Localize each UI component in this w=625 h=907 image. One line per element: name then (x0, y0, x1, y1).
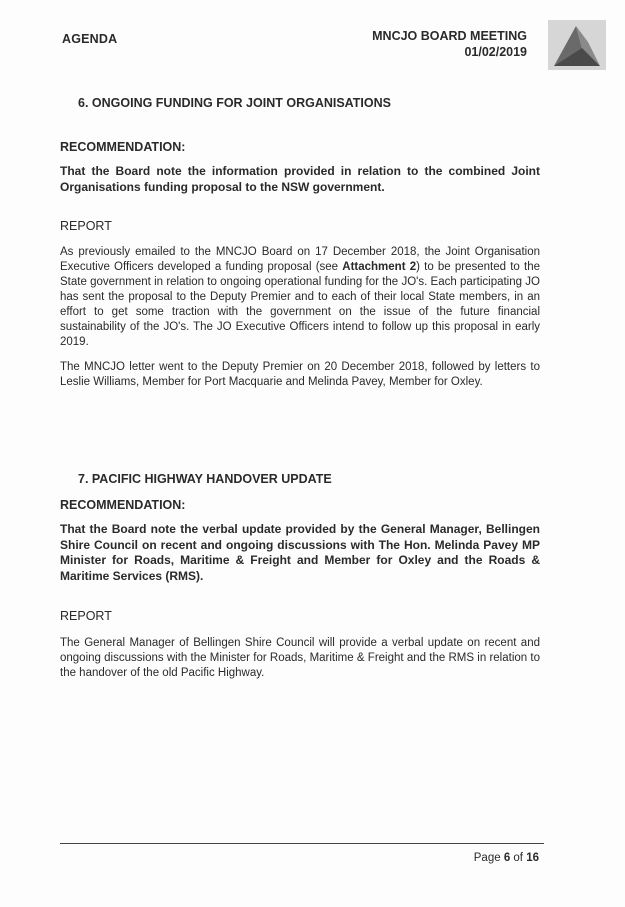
section7-recommendation-text: That the Board note the verbal update provided by the General Manager, Bellingen Shire Council on recent and ongoing discussions with The Hon. Melinda Pavey MP Minister for Roads, Maritime & Freight and Member for Oxley and the Roads & Maritime Services (RMS). (60, 522, 540, 583)
header-meeting (372, 28, 527, 60)
section6-report-para1 (60, 245, 540, 350)
page-of: of (510, 852, 527, 864)
meeting-date: 01/02/2019 (464, 45, 527, 59)
section6-report-para2: The MNCJO letter went to the Deputy Premier on 20 December 2018, followed by letters to Leslie Williams, Member for Port Macquarie and Melinda Pavey, Member for Oxley. (60, 361, 540, 388)
header-agenda: AGENDA (62, 32, 118, 46)
para1-text-b: ) to be presented to the State government in relation to ongoing operational funding for the JO's. Each participating JO has sent the proposal to the Deputy Premier and to each of their local State members, in an effort to get some traction with the government on the issue of the future financial sustainability of the JO's. The JO Executive Officers intend to follow up this proposal in early 2019. (60, 261, 540, 348)
attachment-ref: Attachment 2 (342, 261, 417, 273)
section7-heading: 7. PACIFIC HIGHWAY HANDOVER UPDATE (78, 472, 332, 486)
section6-report-label: REPORT (60, 219, 112, 233)
meeting-title: MNCJO BOARD MEETING (372, 29, 527, 43)
section7-recommendation-label: RECOMMENDATION: (60, 498, 186, 512)
mncjo-logo (548, 20, 606, 70)
page-prefix: Page (473, 852, 504, 864)
page-current: 6 (503, 852, 511, 864)
section7-report-label: REPORT (60, 609, 112, 623)
section7-report-para1: The General Manager of Bellingen Shire Council will provide a verbal update on recent and ongoing discussions with the Minister for Roads, Maritime & Freight and the RMS in relation to the handover of the old Pacific Highway. (60, 637, 540, 679)
section6-recommendation-text: That the Board note the information provided in relation to the combined Joint Organisations funding proposal to the NSW government. (60, 164, 540, 194)
section6-heading: 6. ONGOING FUNDING FOR JOINT ORGANISATIONS (78, 96, 391, 110)
footer-divider (60, 843, 544, 844)
page-total: 16 (526, 852, 539, 864)
page-number (474, 852, 539, 864)
para1-text-a: As previously emailed to the MNCJO Board on 17 December 2018, the Joint Organisation Executive Officers developed a funding proposal (see (60, 246, 540, 273)
section6-recommendation-label: RECOMMENDATION: (60, 140, 186, 154)
